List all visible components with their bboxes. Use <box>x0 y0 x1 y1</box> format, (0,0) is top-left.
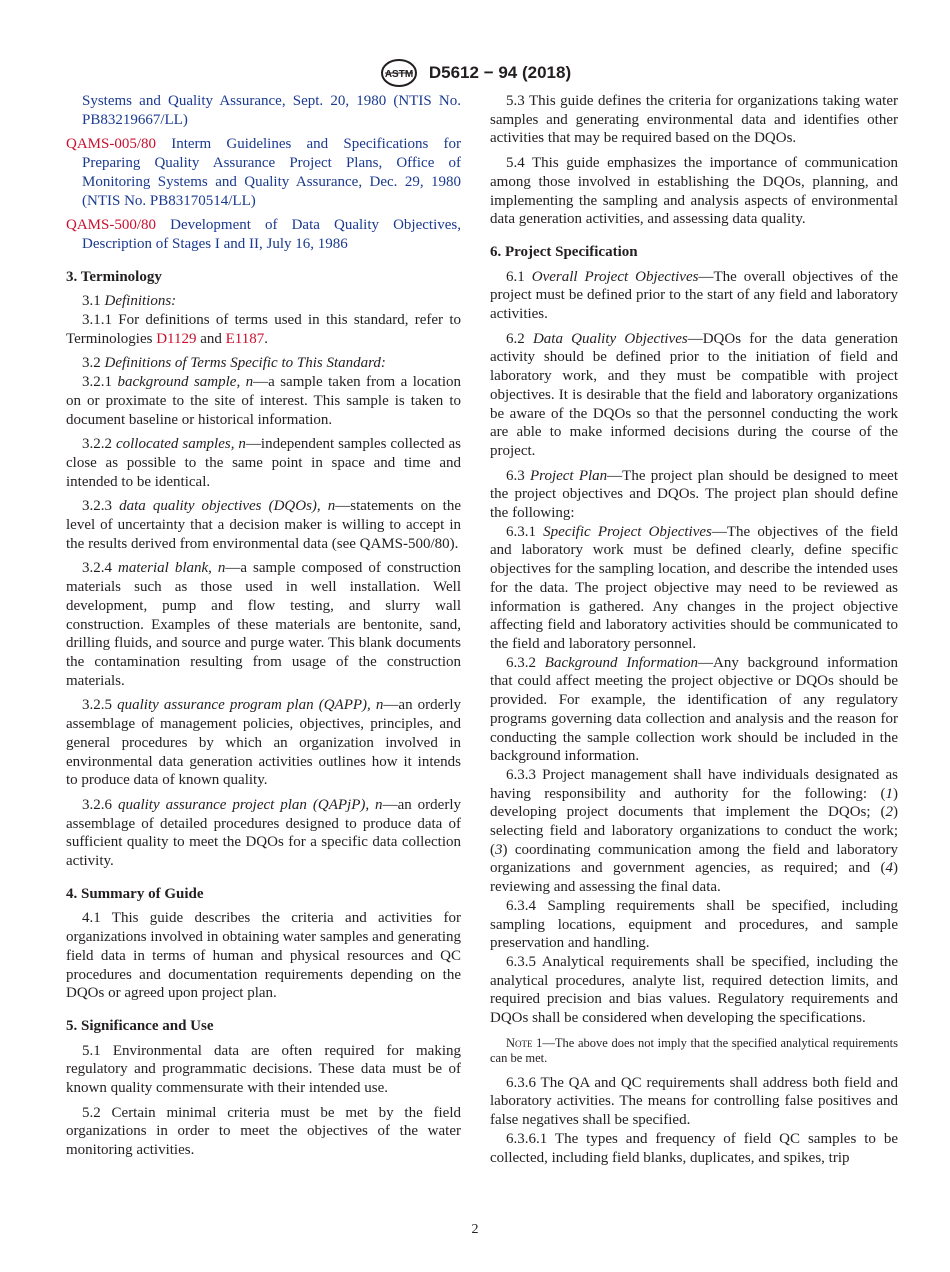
paragraph: 5.4 This guide emphasizes the importance of communication among those involved in establishing the DQOs, planning, and implementing the sampling and analysis aspects of environmental data generation activities, and assessing data quality. <box>490 155 898 228</box>
section-heading: 3. Terminology <box>66 268 162 285</box>
paragraph: 4.1 This guide describes the criteria and activities for organizations involved in obtaining water samples and generating field data in terms of human and physical resources and QC procedures and documentation requirements depending on the DQOs or agreed upon project plan. <box>66 910 461 1002</box>
reference-code-link[interactable]: QAMS-005/80 <box>66 136 157 153</box>
right-column <box>490 92 898 1173</box>
note: Note 1—The above does not imply that the specified analytical requirements can be met. <box>490 1035 898 1065</box>
reference-item: QAMS-500/80 Development of Data Quality Objectives, Description of Stages I and II, July 16, 1986 <box>66 217 461 252</box>
paragraph: 5.2 Certain minimal criteria must be met by the field organizations in order to meet the objectives of the water monitoring activities. <box>66 1104 461 1159</box>
reference-code-link[interactable]: QAMS-500/80 <box>66 217 157 234</box>
definition: 3.2.4 material blank, n—a sample composed of construction materials such as those used in well installation. Well development, pump and flow testing, and slurry wall construction. Examples of these materials are bentonite, sand, drilling fluids, and source and purge water. This blank documents the contamination resulting from usage of the construction materials. <box>66 560 461 689</box>
document-id: D5612 − 94 (2018) <box>428 63 572 82</box>
definition: 3.2.2 collocated samples, n—independent samples collected as close as possible to the same point in space and time and intended to be identical. <box>66 436 462 490</box>
paragraph: 3.1.1 For definitions of terms used in this standard, refer to Terminologies D1129 and E1187. <box>66 312 461 347</box>
astm-logo-icon <box>379 58 419 88</box>
paragraph: 5.3 This guide defines the criteria for organizations taking water samples and generating environmental data and identifies other activities that may be required based on the DQOs. <box>490 93 898 147</box>
paragraph: 6.3.2 Background Information—Any background information that could affect meeting the project objective or DQOs should be provided. For example, the identification of any regulatory programs governing data collection and analysis and the reason for conducting the sample collection work should be included in the background information. <box>490 654 898 765</box>
paragraph: 6.3.3 Project management shall have individuals designated as having responsibility and authority for the following: (1) developing project documents that implement the DQOs; (2) selecting field and laboratory organizations to conduct the work; (3) coordinating communication among the field and laboratory organizations and government agencies, as required; and (4) reviewing and assessing the final data. <box>490 766 898 896</box>
reference-item: Systems and Quality Assurance, Sept. 20, 1980 (NTIS No. PB83219667/LL) <box>82 93 461 128</box>
paragraph: 6.3.6 The QA and QC requirements shall address both field and laboratory activities. The means for controlling false positives and false negatives shall be specified. <box>490 1074 898 1129</box>
paragraph: 6.3 Project Plan—The project plan should be designed to meet the project objectives and DQOs. The project plan should define the following: <box>490 467 898 522</box>
paragraph: 6.3.6.1 The types and frequency of field QC samples to be collected, including field blanks, duplicates, and spikes, trip <box>490 1130 898 1166</box>
definition: 3.2.6 quality assurance project plan (QAPjP), n—an orderly assemblage of detailed procedures designed to produce data of sufficient quality to meet the DQOs for a specific data collection activity. <box>66 796 461 870</box>
definition: 3.2.5 quality assurance program plan (QAPP), n—an orderly assemblage of management policies, objectives, principles, and general procedures by which an organization involved in environmental data generation activities outlines how it intends to produce data of known quality. <box>66 697 461 789</box>
section-heading: 4. Summary of Guide <box>66 885 204 902</box>
paragraph: 6.3.4 Sampling requirements shall be specified, including sampling locations, equipment and procedures, and sample preservation and handling. <box>490 897 898 952</box>
svg-text:ASTM: ASTM <box>384 69 414 80</box>
reference-item: QAMS-005/80 Interm Guidelines and Specifications for Preparing Quality Assurance Project Plans, Office of Monitoring Systems and Quality Assurance, Dec. 29, 1980 (NTIS No. PB83170514/LL) <box>66 136 461 209</box>
paragraph: 6.3.5 Analytical requirements shall be specified, including the analytical procedures, analyte list, required detection limits, and required precision and bias values. Regulatory requirements and DQOs shall be considered when developing the specifications. <box>490 953 898 1027</box>
definition: 3.2.1 background sample, n—a sample taken from a location on or proximate to the site of interest. This sample is taken to document baseline or historical information. <box>66 374 462 428</box>
standard-link[interactable]: D1129 <box>156 330 197 347</box>
page-header <box>0 58 950 88</box>
paragraph: 6.3.1 Specific Project Objectives—The objectives of the field and laboratory work must be defined clearly, define specific objectives for the sampling location, and describe the intended uses for the data. The project objective may need to be reviewed as information is gathered. Any changes in the project objective affecting field and laboratory activities should be communicated to the field and laboratory personnel. <box>490 523 899 652</box>
standard-link[interactable]: E1187 <box>225 330 265 347</box>
section-heading: 6. Project Specification <box>490 243 638 260</box>
paragraph: 3.1 Definitions: <box>82 293 177 310</box>
paragraph: 6.2 Data Quality Objectives—DQOs for the data generation activity should be defined prior to the initiation of field and laboratory work, and they must be compatible with project objectives. It is desirable that the field and laboratory organizations be aware of the DQOs so that the personnel conducting the work are able to make informed decisions during the course of the project. <box>490 330 899 459</box>
left-column <box>66 92 461 1166</box>
definition: 3.2.3 data quality objectives (DQOs), n—statements on the level of uncertainty that a decision maker is willing to accept in the results derived from environmental data (see QAMS-500/80). <box>66 498 462 552</box>
paragraph: 5.1 Environmental data are often required for making regulatory and programmatic decisions. These data must be of known quality commensurate with their intended use. <box>66 1042 461 1097</box>
section-heading: 5. Significance and Use <box>66 1017 214 1034</box>
paragraph: 6.1 Overall Project Objectives—The overall objectives of the project must be defined prior to the start of any field and laboratory activities. <box>490 268 899 323</box>
page-number: 2 <box>471 1222 479 1237</box>
paragraph: 3.2 Definitions of Terms Specific to This Standard: <box>82 355 386 372</box>
